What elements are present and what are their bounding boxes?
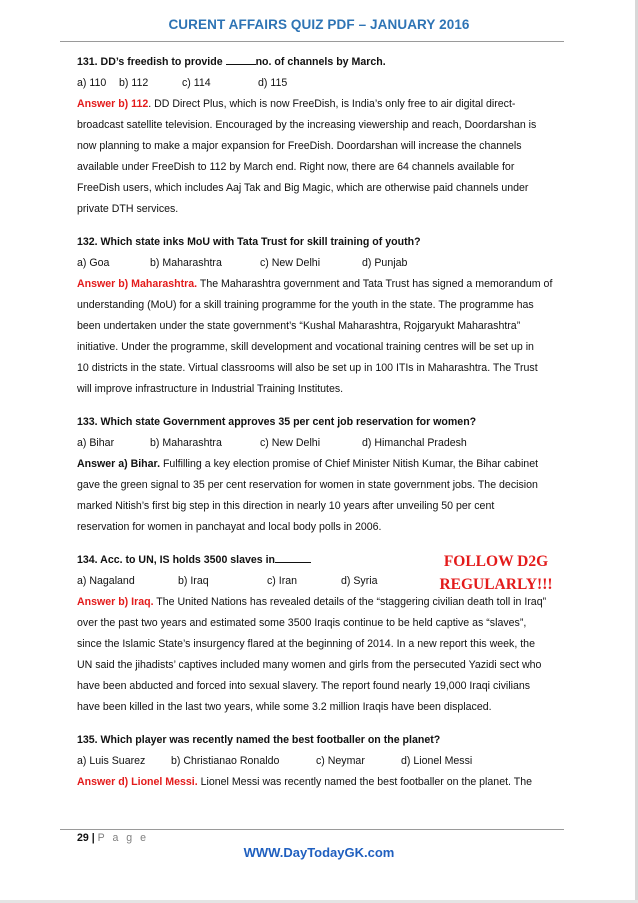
header-divider [60, 41, 564, 42]
option-a: a) Nagaland [77, 575, 135, 587]
answer-explanation-line: have been killed in the last two years, while some 3.2 million Iraqis have been displaced. [77, 701, 492, 713]
options-row [77, 73, 567, 94]
question-text: 133. Which state Government approves 35 per cent job reservation for women? [77, 416, 477, 428]
answer-explanation-line: will improve infrastructure in Industrial Training Institutes. [77, 383, 344, 395]
option-a: a) Luis Suarez [77, 755, 146, 767]
follow-promo [426, 550, 566, 596]
question-135 [77, 730, 567, 793]
answer-explanation-line: over the past two years and estimated some 3500 Iraqis continue to be held captive as “slaves”, [77, 617, 527, 629]
answer-label: Answer a) Bihar. [77, 458, 161, 470]
answer-explanation-line: now planning to make a major expansion for FreeDish. Doordarshan will increase the channels [77, 140, 522, 152]
follow-promo-line: REGULARLY!!! [439, 576, 553, 593]
option-a: a) Bihar [77, 437, 115, 449]
answer-explanation-line: private DTH services. [77, 203, 179, 215]
answer-explanation-line: been undertaken under the state government’s “Kushal Maharashtra, Rojgaryukt Maharashtra” [77, 320, 521, 332]
answer-line: Answer b) 112. DD Direct Plus, which is now FreeDish, is India’s only free to air digital direct- [77, 98, 516, 110]
option-a: a) Goa [77, 257, 110, 269]
option-b: b) Maharashtra [150, 257, 222, 269]
option-c: c) New Delhi [260, 257, 321, 269]
option-c: c) Neymar [316, 755, 365, 767]
answer-line: Answer b) Maharashtra. The Maharashtra government and Tata Trust has signed a memorandum of [77, 278, 553, 290]
answer-line: Answer d) Lionel Messi. Lionel Messi was recently named the best footballer on the planet. The [77, 776, 532, 788]
question-text: 135. Which player was recently named the best footballer on the planet? [77, 734, 441, 746]
page-number: 29 | P a g e [77, 832, 149, 844]
answer-explanation-line: gave the green signal to 35 per cent reservation for women in state government jobs. The decision [77, 479, 538, 491]
answer-label: Answer b) Iraq. [77, 596, 154, 608]
options-row [77, 751, 567, 772]
footer-website: WWW.DayTodayGK.com [243, 845, 395, 860]
option-d: d) 115 [258, 77, 288, 89]
option-b: b) 112 [119, 77, 149, 89]
answer-explanation-line: reservation for women in panchayat and local body polls in 2006. [77, 521, 382, 533]
answer-explanation-line: initiative. Under the programme, skill development and vocational training centres will be set up in [77, 341, 534, 353]
option-b: b) Maharashtra [150, 437, 222, 449]
answer-label: Answer b) Maharashtra. [77, 278, 198, 290]
question-131 [77, 52, 567, 220]
option-c: c) New Delhi [260, 437, 321, 449]
answer-explanation-line: broadcast satellite television. Encouraged by the increasing viewership and reach, Doordarshan is [77, 119, 537, 131]
question-text: 131. DD’s freedish to provide no. of channels by March. [77, 56, 386, 68]
answer-blank [275, 552, 311, 563]
answer-explanation-line: since the Islamic State’s insurgency flared at the beginning of 2014. In a new report this week, the [77, 638, 535, 650]
option-d: d) Punjab [362, 257, 408, 269]
answer-explanation-line: understanding (MoU) for a skill training programme for the youth in the state. The programme has [77, 299, 534, 311]
option-c: c) Iran [267, 575, 298, 587]
option-d: d) Himanchal Pradesh [362, 437, 467, 449]
answer-explanation-line: UN said the jihadists’ captives included many women and girls from the persecuted Yazidi sect who [77, 659, 542, 671]
question-133 [77, 412, 567, 538]
answer-explanation-line: FreeDish users, which includes Aaj Tak and Big Magic, which are otherwise paid channels under [77, 182, 529, 194]
quiz-content [77, 52, 567, 805]
option-d: d) Lionel Messi [401, 755, 473, 767]
follow-promo-line: FOLLOW D2G [443, 553, 549, 570]
answer-blank [226, 54, 256, 65]
options-row [77, 253, 567, 274]
option-d: d) Syria [341, 575, 378, 587]
option-b: b) Christianao Ronaldo [171, 755, 280, 767]
answer-explanation-line: 10 districts in the state. Virtual classrooms will also be set up in 100 ITIs in Maharashtra. The Trust [77, 362, 538, 374]
option-a: a) 110 [77, 77, 107, 89]
options-row [77, 433, 567, 454]
option-c: c) 114 [182, 77, 211, 89]
answer-line: Answer a) Bihar. Fulfilling a key election promise of Chief Minister Nitish Kumar, the Bihar cabinet [77, 458, 539, 470]
question-132 [77, 232, 567, 400]
answer-explanation-line: marked Nitish’s first big step in this direction in nearly 10 years after unveiling 50 per cent [77, 500, 495, 512]
answer-label: Answer b) 112 [77, 98, 149, 110]
question-text: 134. Acc. to UN, IS holds 3500 slaves in [77, 550, 567, 571]
answer-line: Answer b) Iraq. The United Nations has revealed details of the “staggering civilian death toll in Iraq” [77, 596, 547, 608]
document-header-title: CURENT AFFAIRS QUIZ PDF – JANUARY 2016 [168, 17, 470, 32]
answer-explanation-line: have been abducted and forced into sexual slavery. The report found nearly 19,000 Iraqi civilians [77, 680, 531, 692]
option-b: b) Iraq [178, 575, 209, 587]
footer-divider [60, 829, 564, 830]
answer-explanation-line: available under FreeDish to 112 by March end. Right now, there are 64 channels available for [77, 161, 515, 173]
question-text: 132. Which state inks MoU with Tata Trust for skill training of youth? [77, 236, 421, 248]
answer-label: Answer d) Lionel Messi. [77, 776, 198, 788]
